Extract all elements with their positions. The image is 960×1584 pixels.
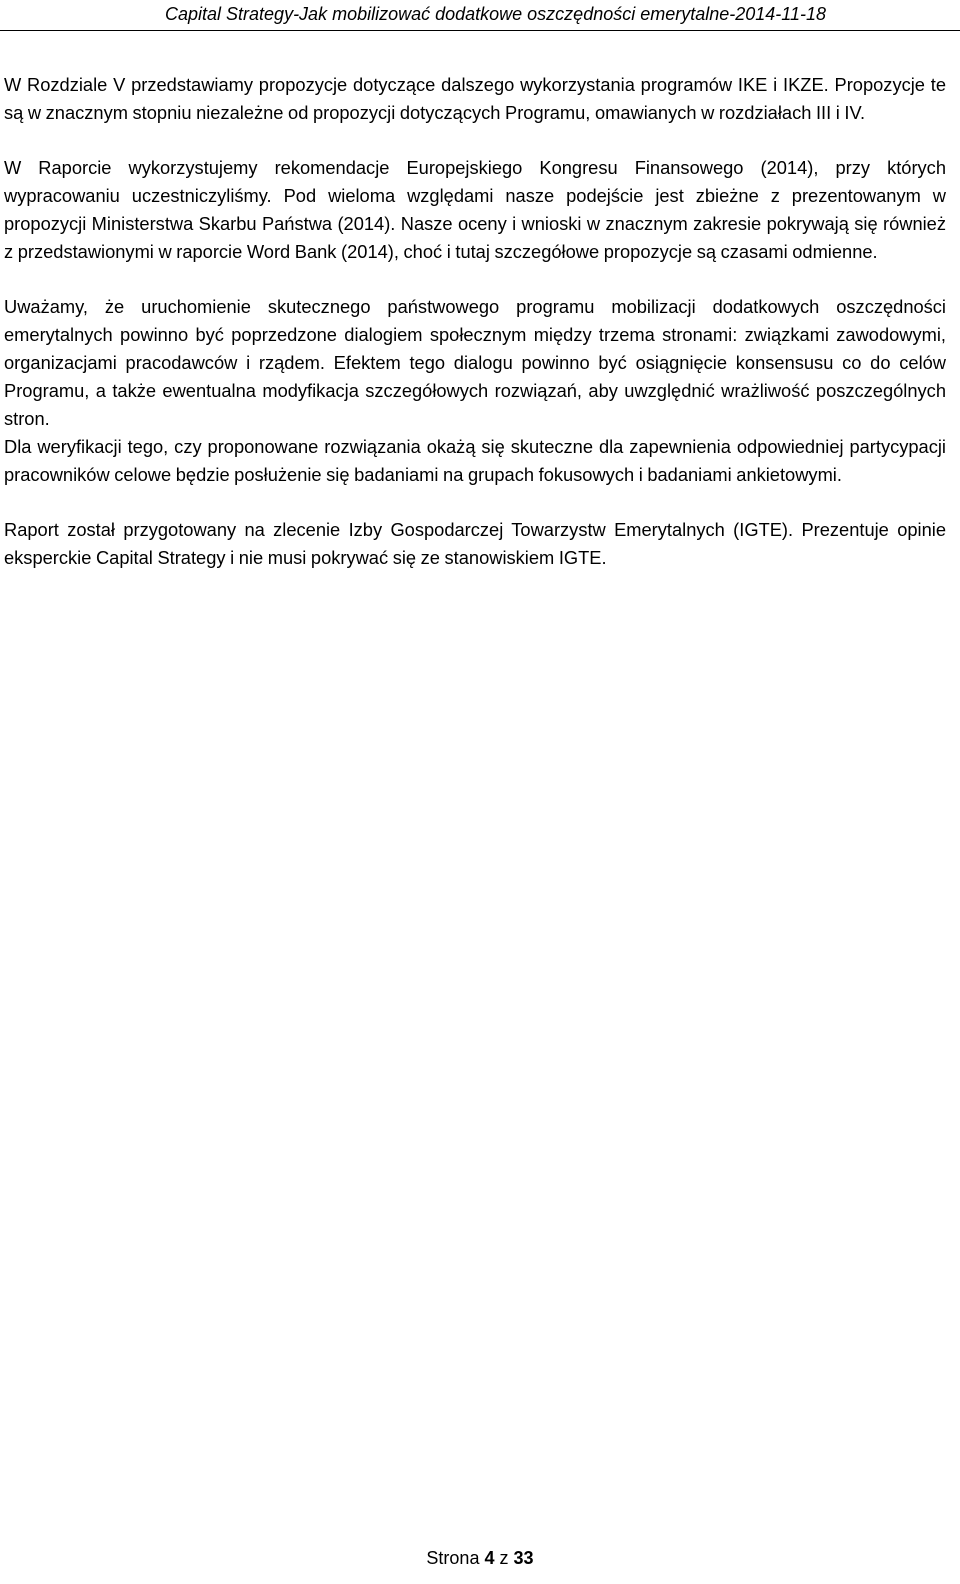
- header-title: Capital Strategy-Jak mobilizować dodatkowe oszczędności emerytalne-2014-11-18: [165, 4, 826, 24]
- paragraph-ike-ikze: W Rozdziale V przedstawiamy propozycje dotyczące dalszego wykorzystania programów IKE i IKZE. Propozycje te są w znacznym stopniu niezależne od propozycji dotyczących Programu, omawianych w rozdziałach III i IV.: [4, 74, 946, 123]
- document-body: [4, 71, 946, 572]
- header-divider: [0, 30, 960, 31]
- current-page-number: 4: [484, 1548, 495, 1568]
- page-header: [0, 0, 960, 33]
- total-page-count: 33: [513, 1548, 534, 1568]
- paragraph-verification: Dla weryfikacji tego, czy proponowane rozwiązania okażą się skuteczne dla zapewnienia odpowiedniej partycypacji pracowników celowe będzie posłużenie się badaniami na grupach fokusowych i badaniami ankietowymi.: [4, 436, 946, 485]
- page-separator: z: [499, 1548, 509, 1568]
- page-label: Strona: [426, 1548, 480, 1568]
- paragraph-social-dialogue: Uważamy, że uruchomienie skutecznego państwowego programu mobilizacji dodatkowych oszczędności emerytalnych powinno być poprzedzone dialogiem społecznym między trzema stronami: związkami zawodowymi, organizacjami pracodawców i rządem. Efektem tego dialogu powinno być osiągnięcie konsensusu co do celów Programu, a także ewentualna modyfikacja szczegółowych rozwiązań, aby uwzględnić wrażliwość poszczególnych stron.: [4, 296, 946, 429]
- paragraph-recommendations: W Raporcie wykorzystujemy rekomendacje Europejskiego Kongresu Finansowego (2014), przy których wypracowaniu uczestniczyliśmy. Pod wieloma względami nasze podejście jest zbieżne z prezentowanym w propozycji Ministerstwa Skarbu Państwa (2014). Nasze oceny i wnioski w znacznym zakresie pokrywają się również z przedstawionymi w raporcie Word Bank (2014), choć i tutaj szczegółowe propozycje są czasami odmienne.: [4, 157, 946, 262]
- paragraph-report-disclaimer: Raport został przygotowany na zlecenie Izby Gospodarczej Towarzystw Emerytalnych (IGTE). Prezentuje opinie eksperckie Capital Strategy i nie musi pokrywać się ze stanowiskiem IGTE.: [4, 519, 946, 568]
- page-footer: [0, 1546, 960, 1570]
